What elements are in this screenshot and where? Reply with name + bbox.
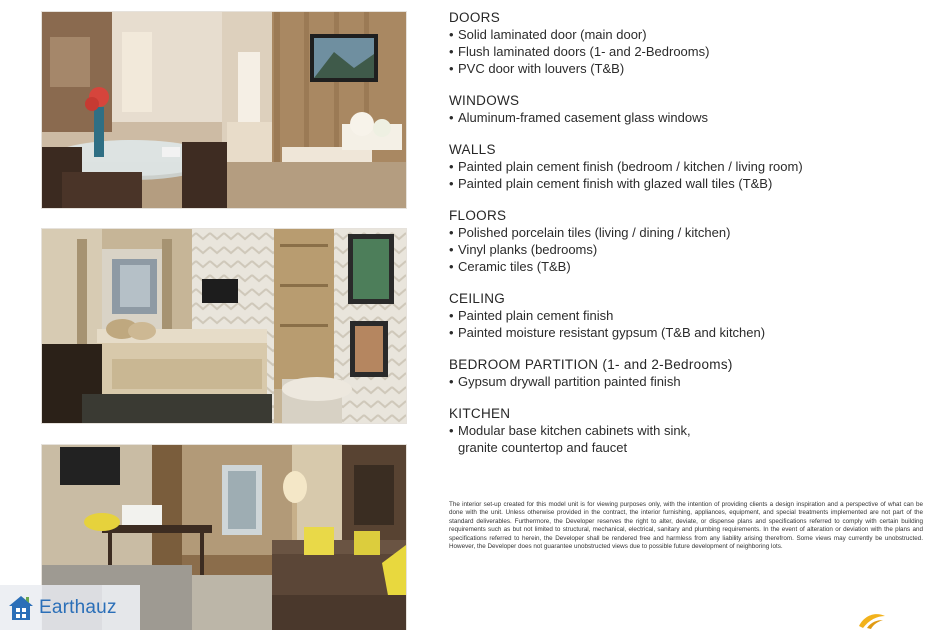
section-floors xyxy=(449,207,889,275)
list-item xyxy=(449,109,889,126)
section-walls xyxy=(449,141,889,192)
list-item xyxy=(449,324,889,341)
item-text: Painted plain cement finish (bedroom / kitchen / living room) xyxy=(458,159,803,174)
photo-bedroom xyxy=(42,229,406,423)
item-text: Vinyl planks (bedrooms) xyxy=(458,242,598,257)
list-item xyxy=(449,158,889,175)
item-text: Modular base kitchen cabinets with sink, xyxy=(458,423,691,438)
bullet: • xyxy=(449,308,454,323)
bullet: • xyxy=(449,242,454,257)
disclaimer-text: The interior set-up created for this model unit is for viewing purposes only, with the intention of providing clients a design inspiration and a perspective of what can be done with the unit. Unless otherwise provided in the contract, the interior furnishing, appliances, equipment, and special treatments implemented are not part of the standard deliverables. Furthermore, the Developer reserves the right to alter, deviate, or dispense plans and specifications referred to comply with certain building requirements such as but not limited to structural, mechanical, electrical, sanitary and plumbing requirements. In the event of alteration or deviation with the plans and specifications referred to herein, the Developer shall be rendered free and harmless from any liability arising therefrom. Some views may currently be unobstructed. However, the Developer does not guarantee unobstructed views due to possible future development of neighboring lots. xyxy=(449,501,923,551)
list-item xyxy=(449,224,889,241)
bullet: • xyxy=(449,110,454,125)
section-heading: DOORS xyxy=(449,10,501,25)
list-item xyxy=(449,307,889,324)
item-text: Ceramic tiles (T&B) xyxy=(458,259,571,274)
item-text: Polished porcelain tiles (living / dining / kitchen) xyxy=(458,225,731,240)
item-text: Painted moisture resistant gypsum (T&B and kitchen) xyxy=(458,325,766,340)
bullet: • xyxy=(449,325,454,340)
bullet: • xyxy=(449,44,454,59)
bullet: • xyxy=(449,423,454,438)
section-heading: WINDOWS xyxy=(449,93,520,108)
list-item xyxy=(449,26,889,43)
item-text: Gypsum drywall partition painted finish xyxy=(458,374,681,389)
watermark-text: Earthauz xyxy=(39,596,117,618)
section-ceiling xyxy=(449,290,889,341)
bullet: • xyxy=(449,374,454,389)
section-bedroom-partition xyxy=(449,356,889,390)
bullet: • xyxy=(449,27,454,42)
item-text: Flush laminated doors (1- and 2-Bedrooms) xyxy=(458,44,710,59)
bullet: • xyxy=(449,159,454,174)
section-heading: BEDROOM PARTITION (1- and 2-Bedrooms) xyxy=(449,357,733,372)
list-item xyxy=(449,258,889,275)
bullet: • xyxy=(449,61,454,76)
specifications-list xyxy=(449,9,889,471)
section-heading: CEILING xyxy=(449,291,506,306)
list-item xyxy=(449,373,889,390)
item-text: Painted plain cement finish xyxy=(458,308,614,323)
list-item xyxy=(449,175,889,192)
list-item-continuation: granite countertop and faucet xyxy=(458,440,628,455)
section-heading: WALLS xyxy=(449,142,496,157)
item-text: Painted plain cement finish with glazed wall tiles (T&B) xyxy=(458,176,773,191)
brand-swoosh-icon xyxy=(857,612,887,630)
item-text: Solid laminated door (main door) xyxy=(458,27,647,42)
photo-living-dining xyxy=(42,12,406,208)
section-windows xyxy=(449,92,889,126)
list-item xyxy=(449,422,889,439)
house-logo-icon xyxy=(6,593,36,623)
bullet: • xyxy=(449,259,454,274)
section-doors xyxy=(449,9,889,77)
section-heading: KITCHEN xyxy=(449,406,511,421)
item-text: Aluminum-framed casement glass windows xyxy=(458,110,708,125)
list-item xyxy=(449,241,889,258)
list-item xyxy=(449,43,889,60)
item-text: PVC door with louvers (T&B) xyxy=(458,61,625,76)
bullet: • xyxy=(449,176,454,191)
section-heading: FLOORS xyxy=(449,208,507,223)
section-kitchen xyxy=(449,405,889,456)
list-item xyxy=(449,60,889,77)
bullet: • xyxy=(449,225,454,240)
earthauz-watermark[interactable] xyxy=(0,585,140,630)
